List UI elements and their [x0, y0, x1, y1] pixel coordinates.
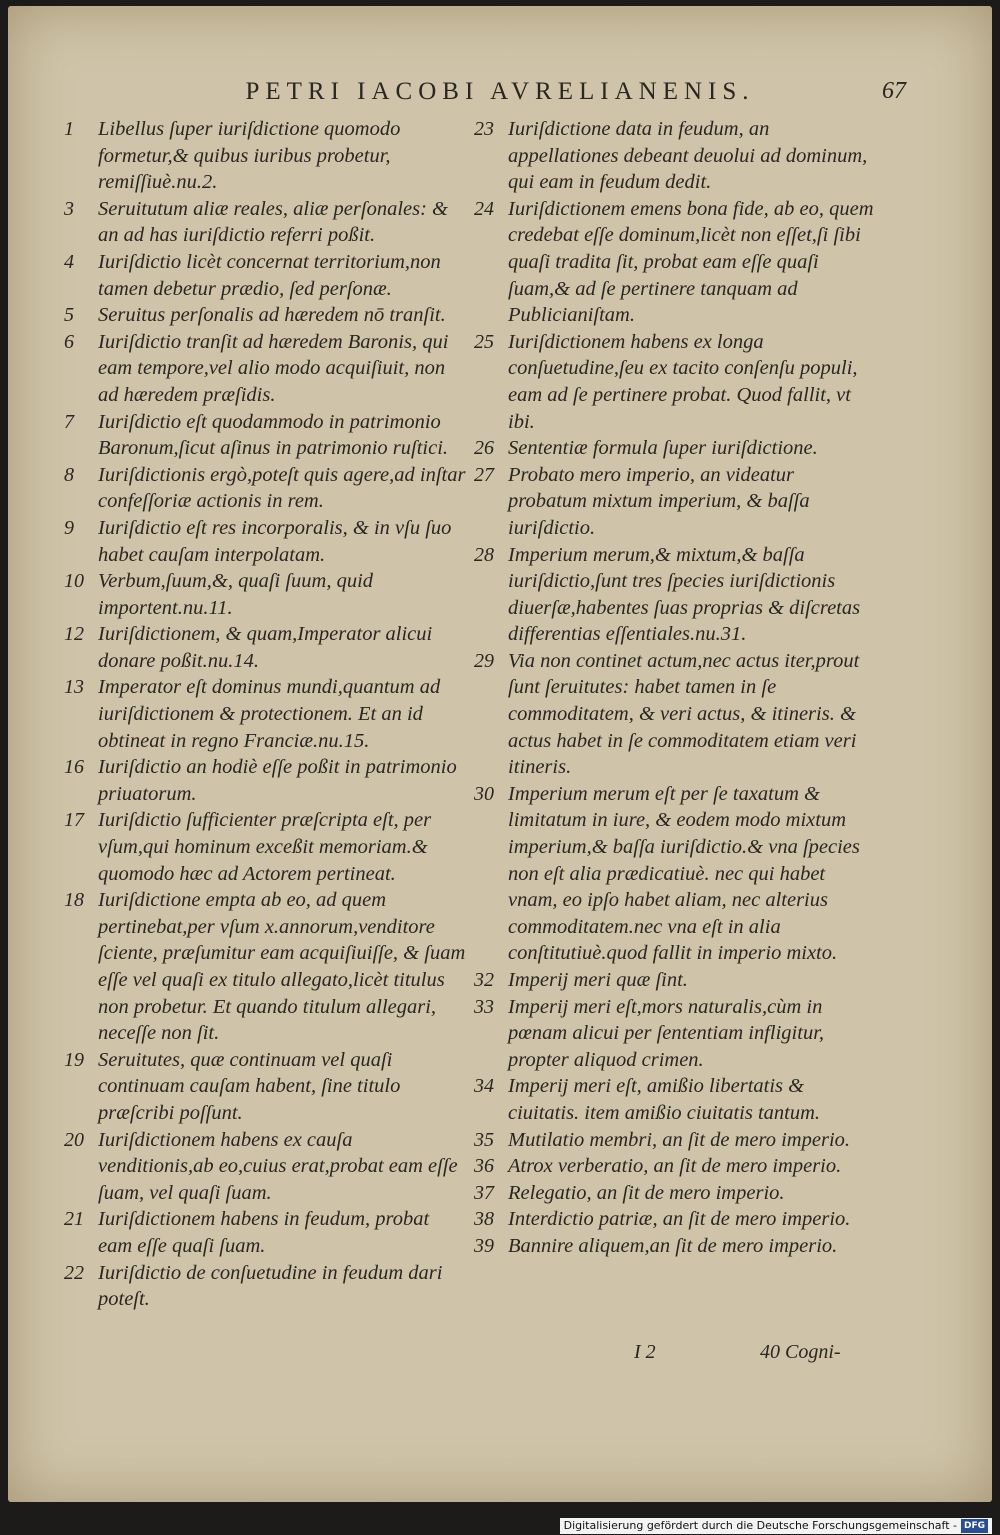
index-entry: [64, 754, 468, 807]
entry-number: 26: [474, 437, 494, 460]
entry-number: 25: [474, 330, 494, 353]
index-entry: [64, 116, 468, 196]
entry-text: Imperij meri eſt,mors naturalis,cùm in pœnam alicui per ſententiam infligitur, propter aliquod crimen.: [508, 995, 825, 1071]
entry-number: 37: [474, 1181, 494, 1204]
entry-text: Via non continet actum,nec actus iter,prout ſunt ſeruitutes: habet tamen in ſe commoditatem, & veri actus, & itineris. & actus habet in ſe commoditatem etiam veri itineris.: [508, 649, 860, 779]
signature-mark: I 2: [634, 1341, 656, 1363]
index-entry: [474, 1233, 874, 1260]
left-column: [64, 116, 468, 1313]
index-entry: [64, 887, 468, 1047]
entry-number: 10: [64, 570, 84, 593]
index-entry: [474, 462, 874, 542]
right-column: [474, 116, 874, 1260]
entry-text: Seruitutes, quæ continuam vel quaſi continuam cauſam habent, ſine titulo præſcribi poſſunt.: [98, 1048, 401, 1124]
index-entry: [64, 807, 468, 887]
index-entry: [64, 1206, 468, 1259]
entry-text: Sententiæ formula ſuper iuriſdictione.: [508, 437, 818, 460]
digitization-credit: [560, 1518, 992, 1534]
entry-text: Libellus ſuper iuriſdictione quomodo formetur,& quibus iuribus probetur, remiſſiuè.nu.2.: [98, 118, 401, 194]
entry-text: Imperij meri quæ ſint.: [508, 969, 688, 991]
index-entry: [474, 329, 874, 435]
index-entry: [474, 1206, 874, 1233]
entry-text: Iuriſdictionem, & quam,Imperator alicui donare poßit.nu.14.: [98, 623, 433, 672]
entry-number: 27: [474, 463, 494, 486]
entry-number: 36: [474, 1155, 494, 1178]
index-entry: [474, 1127, 874, 1154]
entry-text: Imperij meri eſt, amißio libertatis & ciuitatis. item amißio ciuitatis tantum.: [508, 1075, 821, 1124]
index-entry: [474, 967, 874, 994]
entry-number: 5: [64, 304, 74, 327]
entry-number: 1: [64, 118, 74, 140]
index-entry: [64, 249, 468, 302]
entry-number: 29: [474, 649, 494, 672]
index-entry: [64, 621, 468, 674]
index-entry: [64, 302, 468, 329]
entry-number: 19: [64, 1048, 84, 1071]
entry-number: 3: [64, 197, 74, 220]
index-entry: [64, 568, 468, 621]
entry-number: 7: [64, 410, 74, 433]
entry-number: 33: [474, 995, 494, 1018]
credit-text: Digitalisierung gefördert durch die Deutsche Forschungsgemeinschaft -: [563, 1519, 957, 1532]
index-entry: [64, 1047, 468, 1127]
entry-text: Probato mero imperio, an videatur probatum mixtum imperium, & baſſa iuriſdictio.: [508, 463, 810, 539]
entry-number: 13: [64, 676, 84, 699]
entry-text: Iuriſdictio an hodiè eſſe poßit in patrimonio priuatorum.: [98, 756, 457, 805]
entry-number: 4: [64, 250, 74, 273]
catchword: 40 Cogni-: [760, 1341, 841, 1363]
entry-number: 39: [474, 1234, 494, 1257]
entry-number: 8: [64, 463, 74, 486]
index-entry: [474, 1153, 874, 1180]
entry-number: 9: [64, 516, 74, 539]
entry-number: 16: [64, 756, 84, 779]
index-entry: [474, 781, 874, 967]
entry-text: Iuriſdictionis ergò,poteſt quis agere,ad inſtar confeſſoriæ actionis in rem.: [98, 463, 466, 513]
index-entry: [64, 409, 468, 462]
entry-number: 24: [474, 197, 494, 220]
entry-text: Seruitutum aliæ reales, aliæ perſonales: & an ad has iuriſdictio referri poßit.: [98, 197, 449, 247]
entry-text: Iuriſdictio de conſuetudine in feudum dari poteſt.: [98, 1261, 443, 1311]
entry-text: Iuriſdictionem emens bona fide, ab eo, quem credebat eſſe dominum,licèt non eſſet,ſi ſibi quaſi tradita ſit, probat eam eſſe quaſi ſuam,& ad ſe pertinere tanquam ad Publicianiſtam.: [508, 197, 874, 327]
entry-text: Imperium merum eſt per ſe taxatum & limitatum in iure, & eodem modo mixtum imperium,& baſſa iuriſdictio.& vna ſpecies non eſt alia prædicatiuè. nec qui habet vnam, eo ipſo habet aliam, nec alterius commoditatem.nec vna eſt in alia conſtitutiuè.quod fallit in imperio mixto.: [508, 782, 860, 965]
index-entry: [64, 462, 468, 515]
entry-number: 22: [64, 1261, 84, 1284]
index-entry: [64, 1127, 468, 1207]
dfg-logo: DFG: [961, 1519, 988, 1533]
index-entry: [474, 1073, 874, 1126]
entry-text: Iuriſdictione data in feudum, an appellationes debeant deuolui ad dominum, qui eam in feudum dedit.: [508, 118, 868, 194]
entry-text: Interdictio patriæ, an ſit de mero imperio.: [508, 1208, 851, 1231]
entry-text: Iuriſdictio licèt concernat territorium,non tamen debetur prædio, ſed perſonæ.: [98, 250, 441, 300]
entry-text: Seruitus perſonalis ad hæredem nō tranſit.: [98, 304, 446, 327]
entry-text: Atrox verberatio, an ſit de mero imperio.: [508, 1155, 842, 1178]
index-entry: [474, 542, 874, 648]
entry-number: 18: [64, 889, 84, 912]
entry-number: 30: [474, 782, 494, 805]
entry-text: Relegatio, an ſit de mero imperio.: [508, 1181, 785, 1204]
entry-number: 12: [64, 623, 84, 646]
entry-number: 20: [64, 1128, 84, 1151]
entry-number: 34: [474, 1075, 494, 1098]
entry-text: Iuriſdictio eſt quodammodo in patrimonio Baronum,ſicut aſinus in patrimonio ruſtici.: [98, 410, 449, 460]
index-entry: [474, 116, 874, 196]
entry-number: 28: [474, 543, 494, 566]
running-head: PETRI IACOBI AVRELIANENIS.: [245, 78, 755, 105]
entry-number: 21: [64, 1208, 84, 1231]
index-entry: [64, 329, 468, 409]
index-entry: [64, 515, 468, 568]
entry-text: Iuriſdictio eſt res incorporalis, & in vſu ſuo habet cauſam interpolatam.: [98, 516, 452, 566]
entry-text: Mutilatio membri, an ſit de mero imperio.: [508, 1128, 851, 1151]
entry-text: Imperium merum,& mixtum,& baſſa iuriſdictio,ſunt tres ſpecies iuriſdictionis diuerſæ,habentes ſuas proprias & diſcretas differentias eſſentiales.nu.31.: [508, 543, 861, 646]
entry-text: Verbum,ſuum,&, quaſi ſuum, quid importent.nu.11.: [98, 570, 374, 619]
entry-text: Iuriſdictionem habens ex longa conſuetudine,ſeu ex tacito conſenſu populi, eam ad ſe pertinere probat. Quod fallit, vt ibi.: [508, 330, 858, 433]
entry-text: Iuriſdictio ſufficienter præſcripta eſt, per vſum,qui hominum exceßit memoriam.& quomodo hæc ad Actorem pertineat.: [98, 809, 432, 885]
entry-text: Iuriſdictionem habens in feudum, probat eam eſſe quaſi ſuam.: [98, 1208, 430, 1257]
entry-text: Imperator eſt dominus mundi,quantum ad iuriſdictionem & protectionem. Et an id obtineat in regno Franciæ.nu.15.: [98, 676, 441, 752]
entry-text: Iuriſdictione empta ab eo, ad quem pertinebat,per vſum x.annorum,venditore ſciente, præſumitur eam acquiſiuiſſe, & ſuam eſſe vel quaſi ex titulo allegato,licèt titulus non probetur. Et quando titulum allegari, neceſſe non ſit.: [98, 889, 466, 1045]
folio-number: 67: [882, 78, 906, 104]
index-entry: [64, 674, 468, 754]
entry-text: Iuriſdictio tranſit ad hæredem Baronis, qui eam tempore,vel alio modo acquiſiuit, non ad hæredem præſidis.: [98, 330, 449, 406]
entry-text: Iuriſdictionem habens ex cauſa venditionis,ab eo,cuius erat,probat eam eſſe ſuam, vel quaſi ſuam.: [98, 1128, 458, 1204]
index-entry: [474, 1180, 874, 1207]
entry-number: 32: [474, 969, 494, 991]
index-entry: [64, 196, 468, 249]
entry-number: 17: [64, 809, 84, 832]
entry-text: Bannire aliquem,an ſit de mero imperio.: [508, 1234, 838, 1257]
entry-number: 35: [474, 1128, 494, 1151]
entry-number: 23: [474, 118, 494, 140]
index-entry: [474, 994, 874, 1074]
entry-number: 6: [64, 330, 74, 353]
entry-number: 38: [474, 1208, 494, 1231]
index-entry: [474, 648, 874, 781]
index-entry: [64, 1260, 468, 1313]
index-entry: [474, 435, 874, 462]
index-entry: [474, 196, 874, 329]
